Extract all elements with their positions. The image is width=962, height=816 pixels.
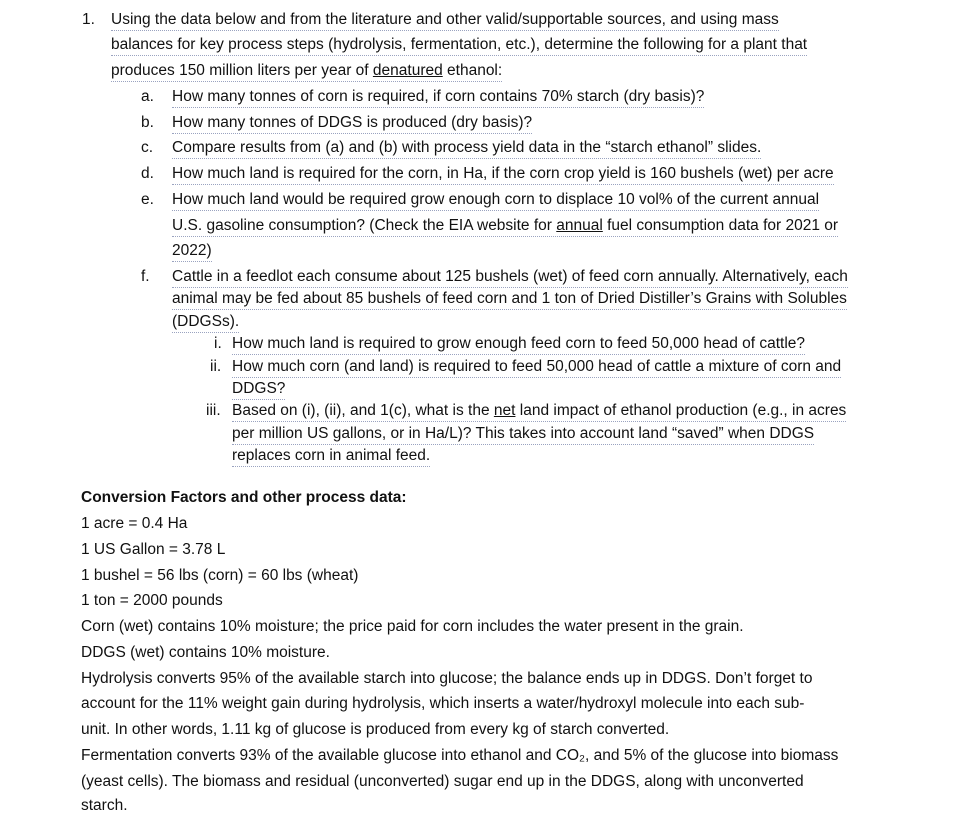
question-intro-line-3 (111, 61, 502, 82)
conversion-line-7: Hydrolysis converts 95% of the available starch into glucose; the balance ends up in DDGS. Don’t forget to (81, 670, 813, 687)
intro-text-before: produces 150 million liters per year of (111, 62, 373, 79)
item-c-text: Compare results from (a) and (b) with process yield data in the “starch ethanol” slides. (172, 138, 761, 159)
item-e-line-3: 2022) (172, 241, 212, 262)
item-f-line-1: Cattle in a feedlot each consume about 125 bushels (wet) of feed corn annually. Alternatively, each (172, 267, 848, 288)
question-intro-line-1: Using the data below and from the literature and other valid/supportable sources, and using mass (111, 10, 779, 31)
question-intro-line-2: balances for key process steps (hydrolysis, fermentation, etc.), determine the following for a plant that (111, 35, 807, 56)
item-f-line-2: animal may be fed about 85 bushels of feed corn and 1 ton of Dried Distiller’s Grains with Solubles (172, 289, 847, 310)
item-e-text-after: fuel consumption data for 2021 or (602, 217, 839, 234)
question-number: 1. (82, 11, 95, 28)
sub-i-marker: i. (214, 335, 222, 352)
sub-i-text: How much land is required to grow enough feed corn to feed 50,000 head of cattle? (232, 334, 805, 355)
item-a-marker: a. (141, 88, 154, 105)
conversion-line-9: unit. In other words, 1.11 kg of glucose is produced from every kg of starch converted. (81, 721, 670, 738)
item-f-line-3: (DDGSs). (172, 312, 239, 333)
item-c-marker: c. (141, 139, 154, 156)
item-e-text-before: U.S. gasoline consumption? (Check the EIA website for (172, 217, 557, 234)
conversion-line-3: 1 bushel = 56 lbs (corn) = 60 lbs (wheat) (81, 567, 359, 584)
item-b-marker: b. (141, 114, 154, 131)
item-e-line-1: How much land would be required grow enough corn to displace 10 vol% of the current annual (172, 190, 819, 211)
item-e-line-2 (172, 216, 838, 237)
sub-ii-marker: ii. (210, 358, 222, 375)
sub-iii-line-1 (232, 401, 846, 422)
sub-iii-line-3: replaces corn in animal feed. (232, 446, 430, 467)
sub-iii-text-after: land impact of ethanol production (e.g., in acres (515, 402, 847, 419)
conversion-line-5: Corn (wet) contains 10% moisture; the price paid for corn includes the water present in the grain. (81, 618, 744, 635)
conversion-heading: Conversion Factors and other process data: (81, 489, 407, 506)
conversion-line-2: 1 US Gallon = 3.78 L (81, 541, 226, 558)
sub-ii-line-1: How much corn (and land) is required to feed 50,000 head of cattle a mixture of corn and (232, 357, 841, 378)
conversion-line-6: DDGS (wet) contains 10% moisture. (81, 644, 330, 661)
conversion-line-4: 1 ton = 2000 pounds (81, 592, 223, 609)
conversion-line-1: 1 acre = 0.4 Ha (81, 515, 188, 532)
item-b-text: How many tonnes of DDGS is produced (dry basis)? (172, 113, 532, 134)
denatured-underlined: denatured (372, 62, 443, 79)
conversion-line-12: starch. (81, 797, 128, 814)
item-f-marker: f. (141, 268, 150, 285)
net-underlined: net (493, 402, 516, 419)
intro-text-after: ethanol: (442, 62, 503, 79)
item-e-marker: e. (141, 191, 154, 208)
sub-iii-line-2: per million US gallons, or in Ha/L)? This takes into account land “saved” when DDGS (232, 424, 814, 445)
conversion-line-11: (yeast cells). The biomass and residual (unconverted) sugar end up in the DDGS, along with unconverted (81, 773, 804, 790)
conversion-line-10: Fermentation converts 93% of the available glucose into ethanol and CO₂, and 5% of the glucose into biomass (81, 747, 839, 764)
item-d-marker: d. (141, 165, 154, 182)
sub-ii-line-2: DDGS? (232, 379, 285, 400)
item-d-text: How much land is required for the corn, in Ha, if the corn crop yield is 160 bushels (wet) per acre (172, 164, 834, 185)
sub-iii-marker: iii. (206, 402, 221, 419)
annual-underlined: annual (556, 217, 603, 234)
item-a-text: How many tonnes of corn is required, if corn contains 70% starch (dry basis)? (172, 87, 704, 108)
conversion-line-8: account for the 11% weight gain during hydrolysis, which inserts a water/hydroxyl molecule into each sub- (81, 695, 805, 712)
sub-iii-text-before: Based on (i), (ii), and 1(c), what is the (232, 402, 494, 419)
